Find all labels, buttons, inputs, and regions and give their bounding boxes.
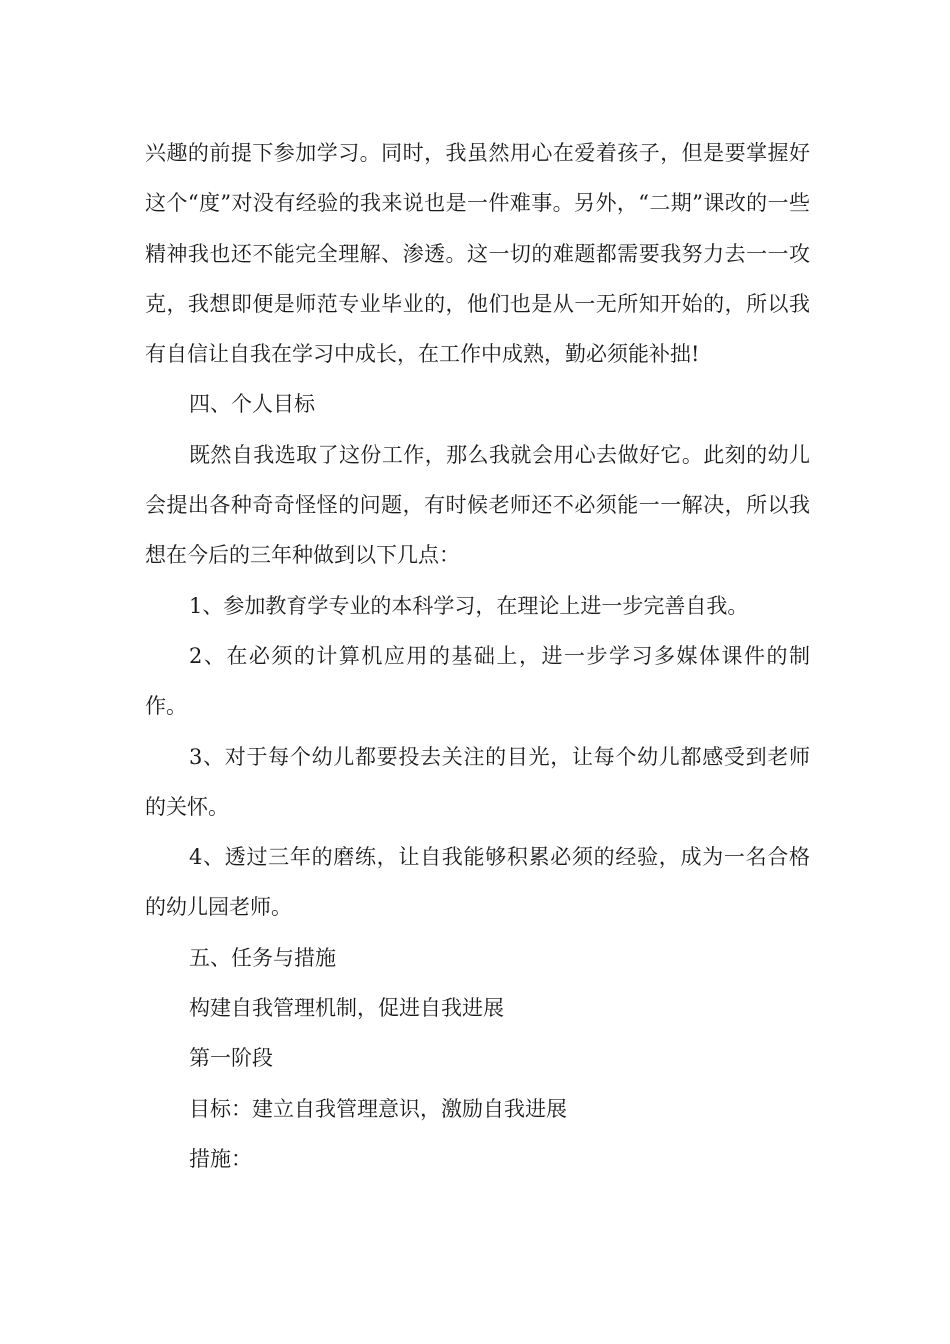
goal-item-4: 4、透过三年的磨练，让自我能够积累必须的经验，成为一名合格的幼儿园老师。 [145, 845, 810, 920]
stage-heading-first: 第一阶段 [189, 1046, 273, 1071]
stage-measures-label: 措施： [189, 1146, 252, 1171]
section-heading-tasks: 五、任务与措施 [189, 945, 336, 970]
paragraph-continuation: 兴趣的前提下参加学习。同时，我虽然用心在爱着孩子，但是要掌握好这个“度”对没有经验的我来说也是一件难事。另外，“二期”课改的一些精神我也还不能完全理解、渗透。这一切的难题都需要我努力去一一攻克，我想即便是师范专业毕业的，他们也是从一无所知开始的，所以我有自信让自我在学习中成长，在工作中成熟，勤必须能补拙! [145, 141, 810, 367]
document-body [145, 128, 810, 1184]
paragraph-goals-intro: 既然自我选取了这份工作，那么我就会用心去做好它。此刻的幼儿会提出各种奇奇怪怪的问题，有时候老师还不必须能一一解决，所以我想在今后的三年种做到以下几点： [145, 442, 810, 568]
goal-item-2: 2、在必须的计算机应用的基础上，进一步学习多媒体课件的制作。 [145, 643, 810, 719]
subheading-self-management: 构建自我管理机制，促进自我进展 [189, 996, 504, 1021]
goal-item-1: 1、参加教育学专业的本科学习，在理论上进一步完善自我。 [189, 593, 749, 618]
stage-goal: 目标：建立自我管理意识，激励自我进展 [189, 1096, 567, 1121]
section-heading-personal-goals: 四、个人目标 [189, 392, 315, 417]
goal-item-3: 3、对于每个幼儿都要投去关注的目光，让每个幼儿都感受到老师的关怀。 [145, 744, 810, 819]
